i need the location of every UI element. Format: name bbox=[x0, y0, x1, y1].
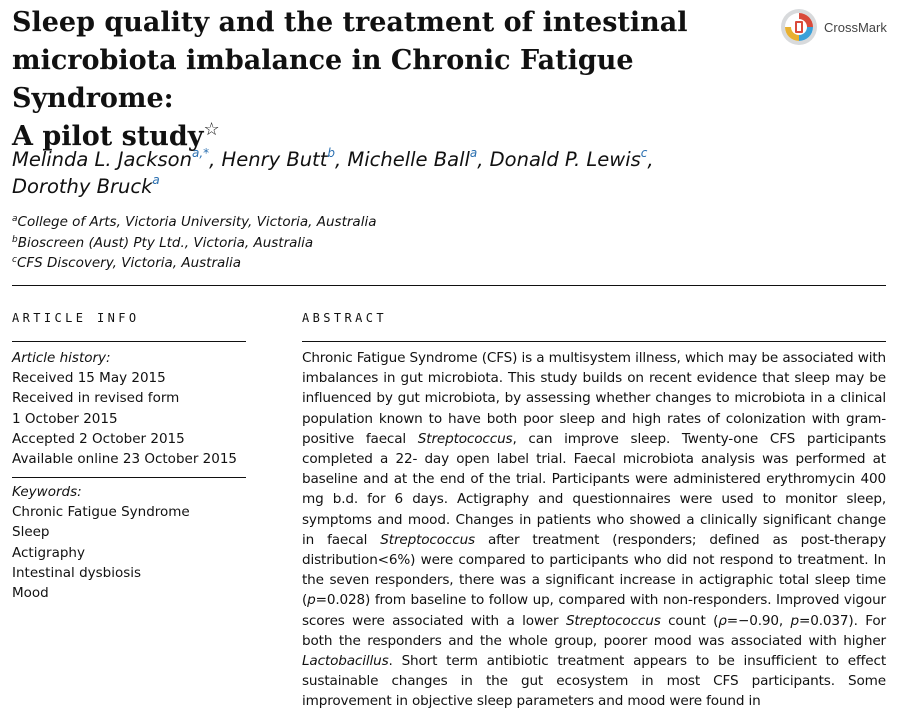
abstract-divider bbox=[302, 341, 886, 342]
history-item: 1 October 2015 bbox=[12, 410, 118, 427]
header-divider bbox=[12, 285, 886, 286]
author-affil-sup[interactable]: a bbox=[469, 146, 478, 160]
keywords-label: Keywords: bbox=[12, 484, 82, 500]
author-name[interactable]: Donald P. Lewis bbox=[489, 148, 641, 171]
history-item: Received in revised form bbox=[12, 390, 180, 407]
title-line-2: microbiota imbalance in Chronic Fatigue Syndrome: bbox=[12, 45, 634, 114]
article-history bbox=[12, 348, 252, 469]
author-affil-sup[interactable]: a bbox=[152, 173, 160, 187]
affiliation-item: $^c$CFS Discovery, Victoria, Australia bbox=[12, 255, 242, 271]
article-info-divider bbox=[12, 341, 246, 342]
title-footnote-star[interactable]: ☆ bbox=[203, 119, 220, 140]
keywords-divider bbox=[12, 477, 246, 478]
article-info-heading: ARTICLE INFO bbox=[12, 311, 140, 325]
keywords bbox=[12, 482, 252, 603]
history-item: Available online 23 October 2015 bbox=[12, 451, 238, 468]
keyword-item: Sleep bbox=[12, 524, 50, 541]
keyword-item: Actigraphy bbox=[12, 544, 85, 561]
author-affil-sup[interactable]: b bbox=[327, 146, 335, 160]
paper-title bbox=[12, 4, 772, 156]
affiliation-item: $^a$College of Arts, Victoria University, Victoria, Australia bbox=[12, 214, 377, 230]
history-item: Accepted 2 October 2015 bbox=[12, 430, 185, 447]
crossmark-badge[interactable] bbox=[780, 8, 887, 46]
abstract-text: Chronic Fatigue Syndrome (CFS) is a multisystem illness, which may be associated with imbalances in gut microbiota. This study builds on recent evidence that sleep may be influenced by gut microbiota, by assessing whether changes to microbiota in a clinical population known to have both poor sleep and high rates of colonization with gram-positive faecal Streptococcus, can improve sleep. Twenty-one CFS participants completed a 22- day open label trial. Faecal microbiota analysis was performed at baseline and at the end of the trial. Participants were administered erythromycin 400 mg b.d. for 6 days. Actigraphy and questionnaires were used to monitor sleep, symptoms and mood. Changes in patients who showed a clinically significant change in faecal Streptococcus after treatment (responders; defined as post-therapy distribution<6%) were compared to participants who did not respond to treatment. In the seven responders, there was a significant increase in actigraphic total sleep time (p=0.028) from baseline to follow up, compared with non-responders. Improved vigour scores were associated with a lower Streptococcus count (ρ=−0.90, p=0.037). For both the responders and the whole group, poorer mood was associated with higher Lactobacillus. Short term antibiotic treatment appears to be insufficient to effect sustainable changes in the gut ecosystem in most CFS participants. Some improvement in objective sleep parameters and mood were found in bbox=[302, 350, 886, 710]
affiliation-list bbox=[12, 212, 612, 274]
crossmark-label: CrossMark bbox=[824, 19, 887, 35]
author-affil-sup[interactable]: a,* bbox=[191, 146, 210, 160]
author-name[interactable]: Henry Butt bbox=[221, 148, 328, 171]
history-label: Article history: bbox=[12, 350, 111, 366]
keyword-item: Chronic Fatigue Syndrome bbox=[12, 504, 190, 521]
author-name[interactable]: Michelle Ball bbox=[347, 148, 470, 171]
author-name[interactable]: Melinda L. Jackson bbox=[12, 148, 192, 171]
keyword-item: Intestinal dysbiosis bbox=[12, 564, 142, 581]
title-line-3: A pilot study bbox=[12, 121, 204, 152]
crossmark-icon bbox=[780, 8, 818, 46]
author-list: Melinda L. Jackson$^{a,*}$, Henry Butt$^b$, Michelle Ball$^a$, Donald P. Lewis$^c$, Dorothy Bruck$^a$ bbox=[12, 146, 654, 198]
keyword-item: Mood bbox=[12, 585, 49, 602]
author-name[interactable]: Dorothy Bruck bbox=[12, 175, 153, 198]
abstract-heading: ABSTRACT bbox=[302, 311, 387, 325]
author-affil-sup[interactable]: c bbox=[640, 146, 648, 160]
title-line-1: Sleep quality and the treatment of intestinal bbox=[12, 7, 688, 38]
affiliation-item: $^b$Bioscreen (Aust) Pty Ltd., Victoria, Australia bbox=[12, 234, 314, 251]
history-item: Received 15 May 2015 bbox=[12, 370, 166, 387]
